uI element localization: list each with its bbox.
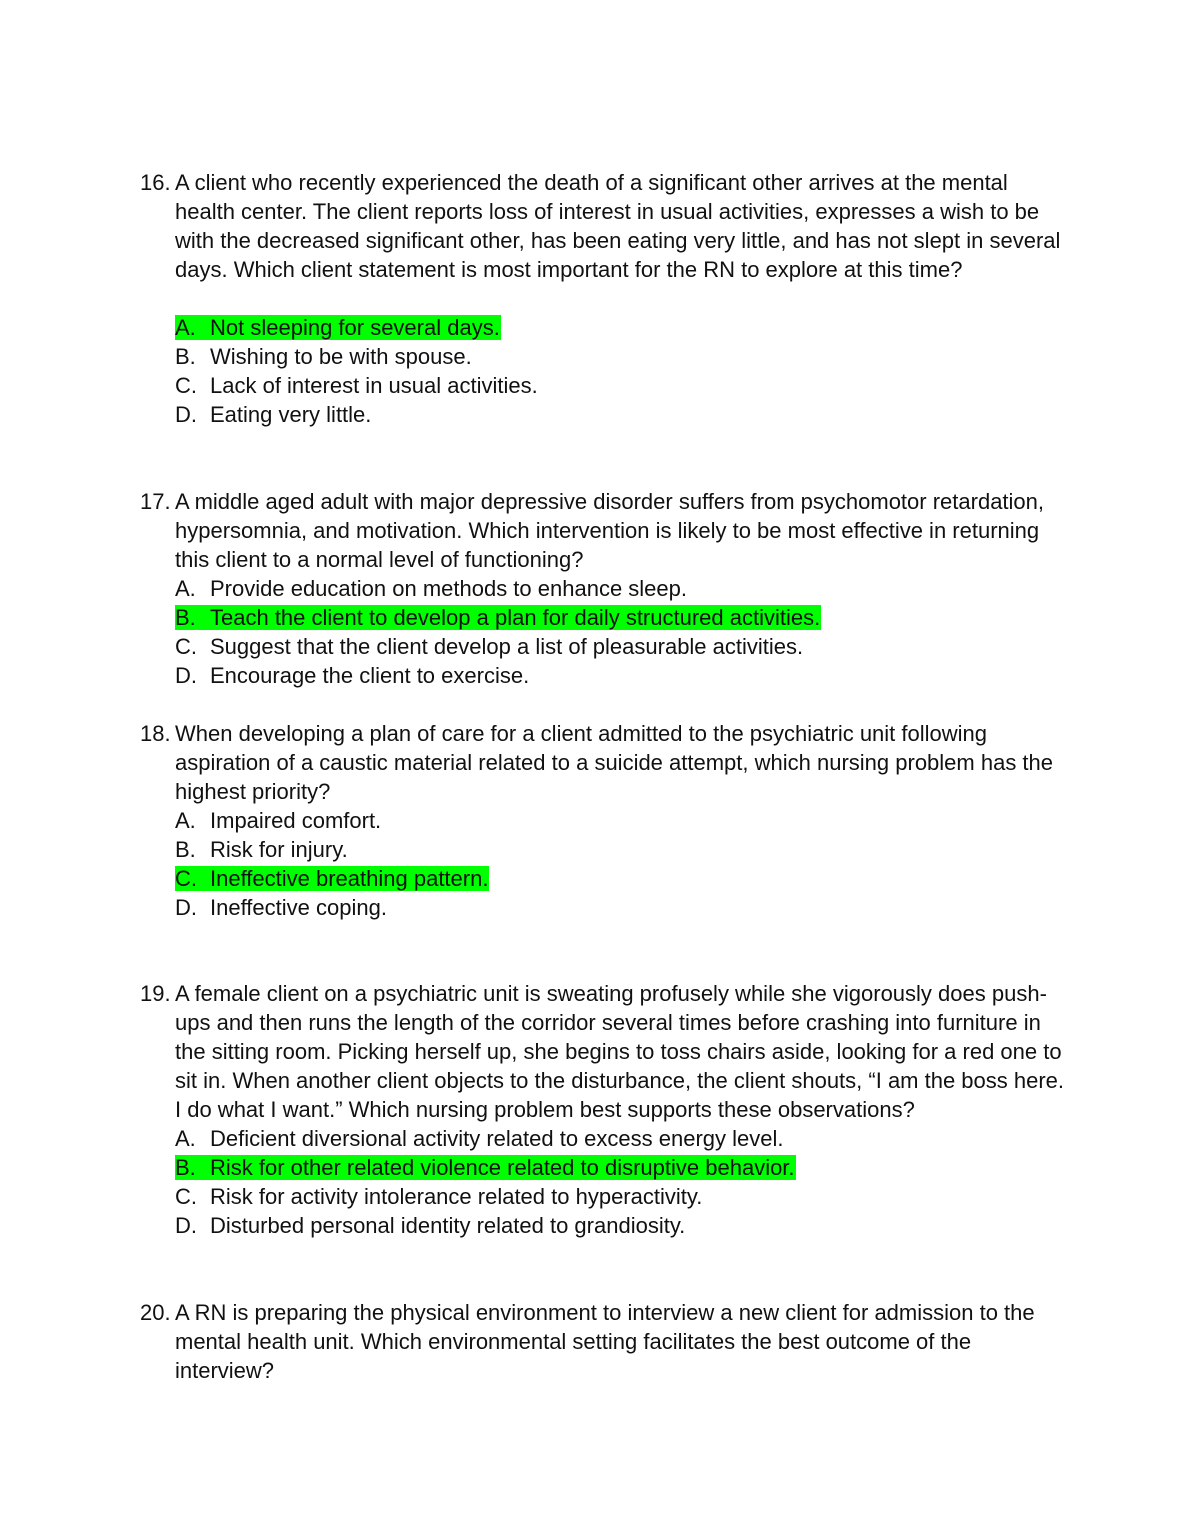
question-number: 19. xyxy=(140,981,171,1006)
question-text: A RN is preparing the physical environment to interview a new client for admission to the mental health unit. Which environmental setting facilitates the best outcome of the interview? xyxy=(175,1300,1035,1383)
option-letter: B. xyxy=(175,1155,196,1180)
option-text: Provide education on methods to enhance sleep. xyxy=(210,576,687,601)
option-letter: B. xyxy=(175,605,196,630)
answer-option-c xyxy=(175,864,1070,893)
answer-option-a xyxy=(175,806,1070,835)
answer-option-a xyxy=(175,1124,1070,1153)
question-stem xyxy=(140,979,1070,1124)
question-number: 17. xyxy=(140,489,171,514)
option-text: Encourage the client to exercise. xyxy=(210,663,530,688)
question-number: 16. xyxy=(140,170,171,195)
option-text: Eating very little. xyxy=(210,402,372,427)
answer-option-b xyxy=(175,1153,1070,1182)
answer-option-c xyxy=(175,632,1070,661)
answer-options xyxy=(140,1124,1070,1240)
question-number: 18. xyxy=(140,721,171,746)
option-text: Wishing to be with spouse. xyxy=(210,344,472,369)
option-letter: D. xyxy=(175,663,197,688)
option-text: Risk for injury. xyxy=(210,837,348,862)
option-text: Disturbed personal identity related to grandiosity. xyxy=(210,1213,686,1238)
option-letter: C. xyxy=(175,634,197,659)
answer-option-d xyxy=(175,400,1070,429)
question-text: A female client on a psychiatric unit is sweating profusely while she vigorously does push-ups and then runs the length of the corridor several times before crashing into furniture in the sitting room. Picking herself up, she begins to toss chairs aside, looking for a red one to sit in. When another client objects to the disturbance, the client shouts, “I am the boss here. I do what I want.” Which nursing problem best supports these observations? xyxy=(175,981,1065,1122)
option-letter: A. xyxy=(175,576,196,601)
option-letter: C. xyxy=(175,866,197,891)
question-number: 20. xyxy=(140,1300,171,1325)
option-text: Risk for activity intolerance related to hyperactivity. xyxy=(210,1184,703,1209)
answer-highlight xyxy=(175,866,489,891)
question-stem xyxy=(140,168,1070,284)
question-text: A client who recently experienced the death of a significant other arrives at the mental health center. The client reports loss of interest in usual activities, expresses a wish to be with the decreased significant other, has been eating very little, and has not slept in several days. Which client statement is most important for the RN to explore at this time? xyxy=(175,170,1061,282)
answer-option-d xyxy=(175,1211,1070,1240)
option-letter: A. xyxy=(175,315,196,340)
option-letter: D. xyxy=(175,1213,197,1238)
answer-option-d xyxy=(175,893,1070,922)
question-text: A middle aged adult with major depressive disorder suffers from psychomotor retardation, hypersomnia, and motivation. Which intervention is likely to be most effective in returning this client to a normal level of functioning? xyxy=(175,489,1045,572)
question-18 xyxy=(140,719,1070,922)
question-16 xyxy=(140,168,1070,429)
option-text: Suggest that the client develop a list of pleasurable activities. xyxy=(210,634,804,659)
question-text: When developing a plan of care for a client admitted to the psychiatric unit following aspiration of a caustic material related to a suicide attempt, which nursing problem has the highest priority? xyxy=(175,721,1054,804)
option-letter: A. xyxy=(175,1126,196,1151)
option-text: Risk for other related violence related to disruptive behavior. xyxy=(210,1155,795,1180)
question-stem xyxy=(140,719,1070,806)
answer-options xyxy=(140,574,1070,690)
option-letter: C. xyxy=(175,373,197,398)
question-stem xyxy=(140,1298,1070,1385)
answer-option-c xyxy=(175,1182,1070,1211)
question-19 xyxy=(140,979,1070,1240)
option-letter: B. xyxy=(175,344,196,369)
answer-option-a xyxy=(175,313,1070,342)
option-letter: A. xyxy=(175,808,196,833)
option-text: Ineffective coping. xyxy=(210,895,387,920)
option-text: Ineffective breathing pattern. xyxy=(210,866,489,891)
answer-options xyxy=(140,313,1070,429)
option-letter: D. xyxy=(175,895,197,920)
answer-highlight xyxy=(175,1155,796,1180)
answer-highlight xyxy=(175,605,821,630)
answer-option-b xyxy=(175,835,1070,864)
answer-option-a xyxy=(175,574,1070,603)
option-letter: B. xyxy=(175,837,196,862)
option-text: Deficient diversional activity related to excess energy level. xyxy=(210,1126,784,1151)
option-letter: C. xyxy=(175,1184,197,1209)
answer-option-b xyxy=(175,342,1070,371)
answer-option-d xyxy=(175,661,1070,690)
option-letter: D. xyxy=(175,402,197,427)
answer-highlight xyxy=(175,315,501,340)
answer-option-c xyxy=(175,371,1070,400)
answer-option-b xyxy=(175,603,1070,632)
option-text: Lack of interest in usual activities. xyxy=(210,373,538,398)
answer-options xyxy=(140,806,1070,922)
option-text: Impaired comfort. xyxy=(210,808,382,833)
question-20 xyxy=(140,1298,1070,1385)
option-text: Not sleeping for several days. xyxy=(210,315,500,340)
question-17 xyxy=(140,487,1070,690)
option-text: Teach the client to develop a plan for daily structured activities. xyxy=(210,605,821,630)
question-stem xyxy=(140,487,1070,574)
